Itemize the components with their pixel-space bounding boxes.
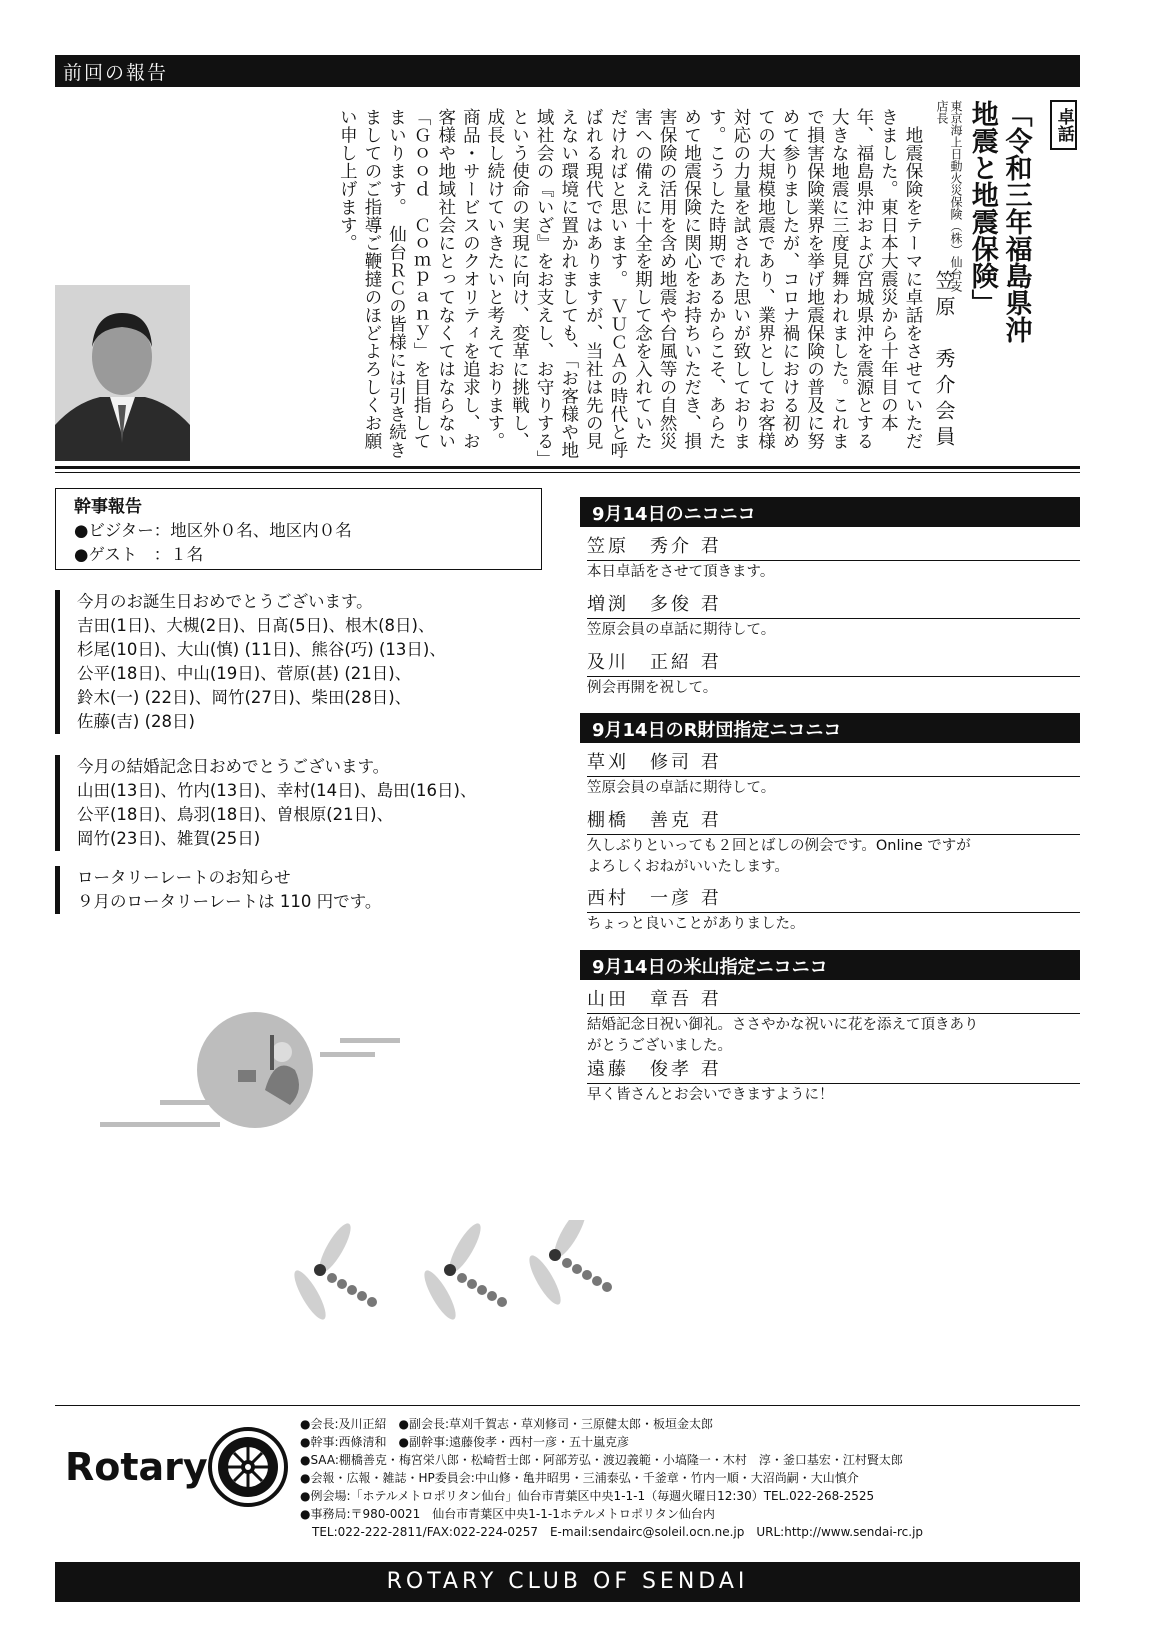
rotary-rate-text: ９月のロータリーレートは 110 円です。: [77, 892, 382, 911]
rotary-rate-notice: [55, 866, 381, 914]
nikoniko-entry-comment: 例会再開を祝して。: [587, 680, 718, 696]
rotary-rate-title: ロータリーレートのお知らせ: [77, 868, 291, 887]
birthday-line: 吉田(1日)、大槻(2日)、日髙(5日)、根木(8日)、: [77, 616, 435, 635]
nikoniko-entry-name: 草刈 修司 君: [587, 748, 1080, 777]
speaker-portrait-image: [55, 285, 190, 461]
rotary-wheel-icon: [207, 1426, 289, 1508]
nikoniko-entry-name: 山田 章吾 君: [587, 985, 1080, 1014]
section-title: 前回の報告: [63, 62, 169, 84]
talk-body: 地震保険をテーマに卓話をさせていただきました。東日本大震災から十年目の本年、福島県沖および宮城県沖を震源とする大きな地震に三度見舞われました。これまで損害保険業界を挙げ地震保険の普及に努めて参りましたが、コロナ禍における初めての大規模地震であり、業界としてお客様対応の力量を試された思いが致しております。こうした時期であるからこそ、あらためて地震保険に関心をお持ちいただき、損害保険の活用を含め地震や台風等の自然災害への備えに十全を期して念を入れていただければと思います。 ＶＵＣＡの時代と呼ばれる現代ではありますが、当社は先の見えない環境に置かれましても、「お客様や地域社会の『いざ』をお支えし、お守りする」という使命の実現に向け、変革に挑戦し、成長し続けていきたいと考えております。商品・サービスのクオリティを追求し、お客様や地域社会にとってなくてはならない「Ｇｏｏｄ Ｃｏｍｐａｎｙ」を目指してまいります。 仙台ＲＣの皆様には引き続きましてのご指導ご鞭撻のほどよろしくお願い申し上げます。: [337, 108, 923, 460]
footer-line: ●幹事:西條清和 ●副幹事:遠藤俊孝・西村一彦・五十嵐克彦: [300, 1435, 630, 1449]
anniversary-title: 今月の結婚記念日おめでとうございます。: [77, 757, 390, 776]
anniversary-notice: [55, 755, 476, 851]
nikoniko-entry-name: 遠藤 俊孝 君: [587, 1055, 1080, 1084]
nikoniko-entry-comment: 笠原会員の卓話に期待して。: [587, 622, 776, 638]
guest-count: ●ゲスト ：１名: [74, 545, 204, 564]
anniversary-line: 山田(13日)、竹内(13日)、幸村(14日)、島田(16日)、: [77, 781, 477, 800]
club-name: ROTARY CLUB OF SENDAI: [386, 1569, 749, 1594]
nikoniko-header: 9月14日の米山指定ニコニコ: [580, 950, 1080, 980]
moon-rabbit-illustration: [90, 1010, 410, 1160]
nikoniko-entry-comment: 早く皆さんとお会いできますように！: [587, 1087, 834, 1103]
divider-thick: [55, 466, 1080, 469]
anniversary-line: 公平(18日)、鳥羽(18日)、曽根原(21日)、: [77, 805, 394, 824]
footer-line: ●会長:及川正紹 ●副会長:草刈千賀志・草刈修司・三原健太郎・板垣金太郎: [300, 1417, 714, 1431]
birthday-line: 佐藤(吉) (28日): [77, 712, 195, 731]
rotary-wordmark: Rotary: [65, 1445, 208, 1489]
nikoniko-entry-comment: 久しぶりといっても２回とばしの例会です。Online ですが: [587, 838, 971, 854]
talk-tag: 卓話: [1050, 100, 1077, 150]
footer-line: ●SAA:棚橋善克・梅宮栄八郎・松崎哲士郎・阿部芳弘・渡辺義範・小塙隆一・木村 淳・釜口基宏・江村賢太郎: [300, 1453, 903, 1467]
birthday-notice: [55, 590, 446, 734]
secretary-report-title: 幹事報告: [74, 497, 142, 517]
dragonfly-icon: [524, 1220, 612, 1308]
footer-contact: TEL:022-222-2811/FAX:022-224-0257 E-mail:sendairc@soleil.ocn.ne.jp URL:http://www.sendai-rc.jp: [312, 1525, 924, 1539]
divider-thin: [55, 472, 1080, 473]
footer-line: ●会報・広報・雑誌・HP委員会:中山修・亀井昭男・三浦泰弘・千釜章・竹内一順・大沼尚嗣・大山慎介: [300, 1471, 859, 1485]
talk-title: 「令和三年福島県沖地震と地震保険」: [966, 100, 1032, 343]
nikoniko-entry-name: 棚橋 善克 君: [587, 806, 1080, 835]
dragonfly-icon: [419, 1220, 507, 1323]
nikoniko-header: 9月14日のニコニコ: [580, 497, 1080, 527]
nikoniko-entry-comment: 結婚記念日祝い御礼。ささやかな祝いに花を添えて頂きあり: [587, 1017, 979, 1033]
nikoniko-entry-comment: 本日卓話をさせて頂きます。: [587, 564, 775, 580]
birthday-line: 鈴木(一) (22日)、岡竹(27日)、柴田(28日)、: [77, 688, 412, 707]
section-header-bar: [55, 55, 1080, 87]
nikoniko-header: 9月14日のR財団指定ニコニコ: [580, 713, 1080, 743]
birthday-line: 杉尾(10日)、大山(慎) (11日)、熊谷(巧) (13日)、: [77, 640, 446, 659]
speaker-photo: [55, 285, 190, 461]
talk-speaker: 笠原 秀介会員: [932, 270, 956, 452]
nikoniko-entry-name: 笠原 秀介 君: [587, 532, 1080, 561]
footer-line: ●例会場:「ホテルメトロポリタン仙台」仙台市青葉区中央1-1-1（毎週火曜日12:30）TEL.022-268-2525: [300, 1489, 875, 1503]
anniversary-line: 岡竹(23日)、雑賀(25日): [77, 829, 261, 848]
nikoniko-entry-comment: がとうございました。: [587, 1038, 732, 1054]
nikoniko-entry-comment: 笠原会員の卓話に期待して。: [587, 780, 776, 796]
visitor-count: ●ビジター：地区外０名、地区内０名: [74, 521, 352, 540]
nikoniko-entry-comment: よろしくおねがいいたします。: [587, 859, 789, 875]
dragonfly-icon: [290, 1220, 377, 1323]
footer-divider: [55, 1405, 1080, 1406]
birthday-title: 今月のお誕生日おめでとうございます。: [77, 592, 373, 611]
secretary-report-box: [55, 488, 542, 570]
nikoniko-entry-name: 及川 正紹 君: [587, 648, 1080, 677]
nikoniko-entry-name: 西村 一彦 君: [587, 884, 1080, 913]
club-name-bar: [55, 1562, 1080, 1602]
nikoniko-entry-name: 増渕 多俊 君: [587, 590, 1080, 619]
dragonflies-illustration: [290, 1220, 620, 1350]
nikoniko-entry-comment: ちょっと良いことがありました。: [587, 916, 805, 932]
footer-line: ●事務局:〒980-0021 仙台市青葉区中央1-1-1ホテルメトロポリタン仙台内: [300, 1507, 715, 1521]
talk-company: 東京海上日動火災保険（株）仙台支店長: [935, 100, 963, 292]
birthday-line: 公平(18日)、中山(19日)、菅原(甚) (21日)、: [77, 664, 412, 683]
